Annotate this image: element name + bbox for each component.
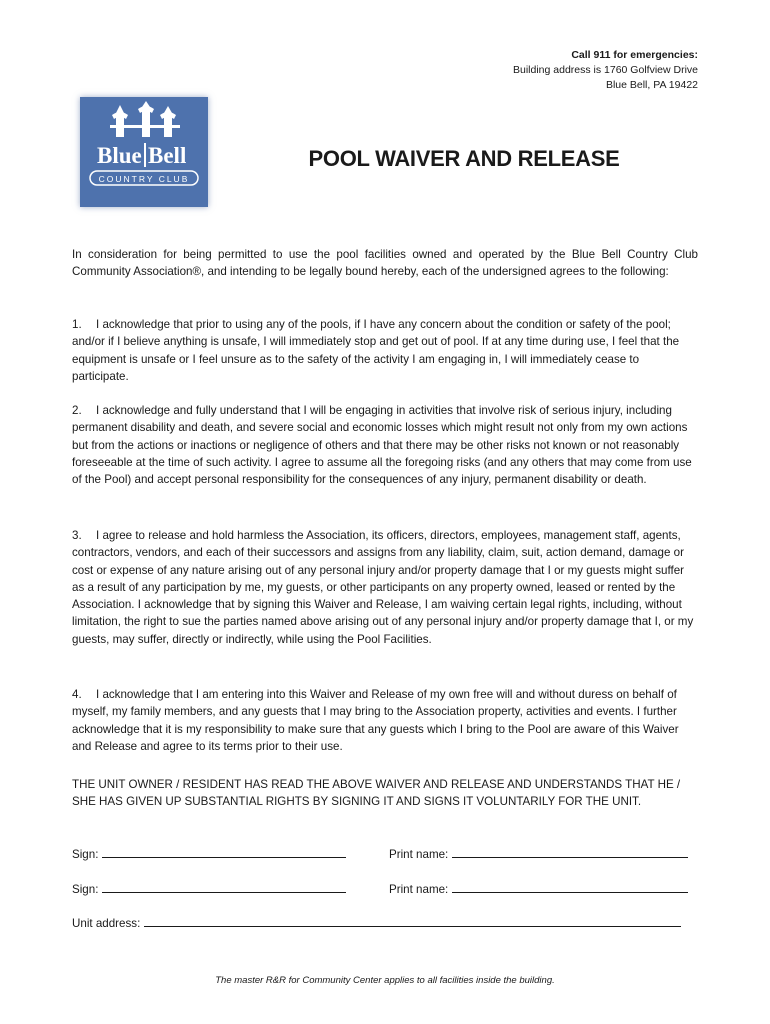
waiver-paragraph-2 [72,402,698,488]
emergency-line: Call 911 for emergencies: [571,49,698,61]
sign-line[interactable] [102,881,346,893]
footer-note: The master R&R for Community Center applies to all facilities inside the building. [215,975,555,986]
paragraph-text: I agree to release and hold harmless the Association, its officers, directors, employees, management staff, agents, contractors, vendors, and each of their successors and assigns from any liability, claim, suit, action demand, damage or cost or expense of any nature arising out of any personal injury and/or property damage that I or my guests might suffer as a result of any participation by me, my guests, or other participants on any property owned, leased or rented by the Association. I acknowledge that by signing this Waiver and Release, I am waiving certain legal rights, including, without limitation, the right to sue the parties named above arising out of any personal injury and/or property damage that I, or my guests, may suffer, directly or indirectly, while using the Pool Facilities. [72,529,694,646]
emergency-contact-block [513,48,698,93]
print-name-label: Print name: [389,883,449,896]
unit-address-field[interactable] [72,915,681,930]
print-name-line[interactable] [452,846,688,858]
print-name-field-1[interactable] [389,846,688,861]
print-name-field-2[interactable] [389,881,688,896]
paragraph-number: 4. [72,688,82,701]
sign-label: Sign: [72,848,99,861]
sign-line[interactable] [102,846,346,858]
paragraph-text: I acknowledge that prior to using any of the pools, if I have any concern about the condition or safety of the pool; and/or if I believe anything is unsafe, I will immediately stop and get out of pool. If at any time during use, I feel that the equipment is unsafe or I feel unsure as to the safety of the activity I am engaging in, I will immediately cease to participate. [72,318,680,383]
intro-paragraph: In consideration for being permitted to use the pool facilities owned and operated by the Blue Bell Country Club Community Association®, and intending to be legally bound hereby, each of the undersigned agrees to the following: [72,248,698,279]
sign-field-1[interactable] [72,846,346,861]
logo-name-right: Bell [148,143,187,168]
logo-subtitle: COUNTRY CLUB [98,174,190,184]
print-name-label: Print name: [389,848,449,861]
paragraph-number: 3. [72,529,82,542]
blue-bell-country-club-logo [80,97,208,207]
unit-address-label: Unit address: [72,917,141,930]
acknowledgement-statement: THE UNIT OWNER / RESIDENT HAS READ THE ABOVE WAIVER AND RELEASE AND UNDERSTANDS THAT HE / SHE HAS GIVEN UP SUBSTANTIAL RIGHTS BY SIGNING IT AND SIGNS IT VOLUNTARILY FOR THE UNIT. [72,778,681,809]
paragraph-text: I acknowledge that I am entering into this Waiver and Release of my own free will and without duress on behalf of myself, my family members, and any guests that I may bring to the Association property, activities and events. I further acknowledge that it is my responsibility to make sure that any guests which I bring to the Pool are aware of this Waiver and Release and agree to its terms prior to their use. [72,688,679,753]
waiver-paragraph-3 [72,527,698,648]
sign-field-2[interactable] [72,881,346,896]
city-line: Blue Bell, PA 19422 [605,79,698,91]
paragraph-text: I acknowledge and fully understand that I will be engaging in activities that involve risk of serious injury, including permanent disability and death, and severe social and economic losses which might result not only from my own actions but from the actions or inactions or negligence of others and that there may be other risks not known or not reasonably foreseeable at the time of such activity. I agree to assume all the foregoing risks (and any others that may come from use of the Pool) and accept personal responsibility for the consequences of any injury, permanent disability or death. [72,404,692,487]
waiver-paragraph-4 [72,686,698,755]
logo-name-left: Blue [97,143,142,168]
unit-address-line[interactable] [144,915,681,927]
waiver-paragraph-1 [72,316,698,385]
paragraph-number: 2. [72,404,82,417]
document-title: POOL WAIVER AND RELEASE [308,146,620,171]
sign-label: Sign: [72,883,99,896]
logo-graphic [80,97,208,207]
print-name-line[interactable] [452,881,688,893]
paragraph-number: 1. [72,318,82,331]
building-address-line: Building address is 1760 Golfview Drive [512,64,698,76]
